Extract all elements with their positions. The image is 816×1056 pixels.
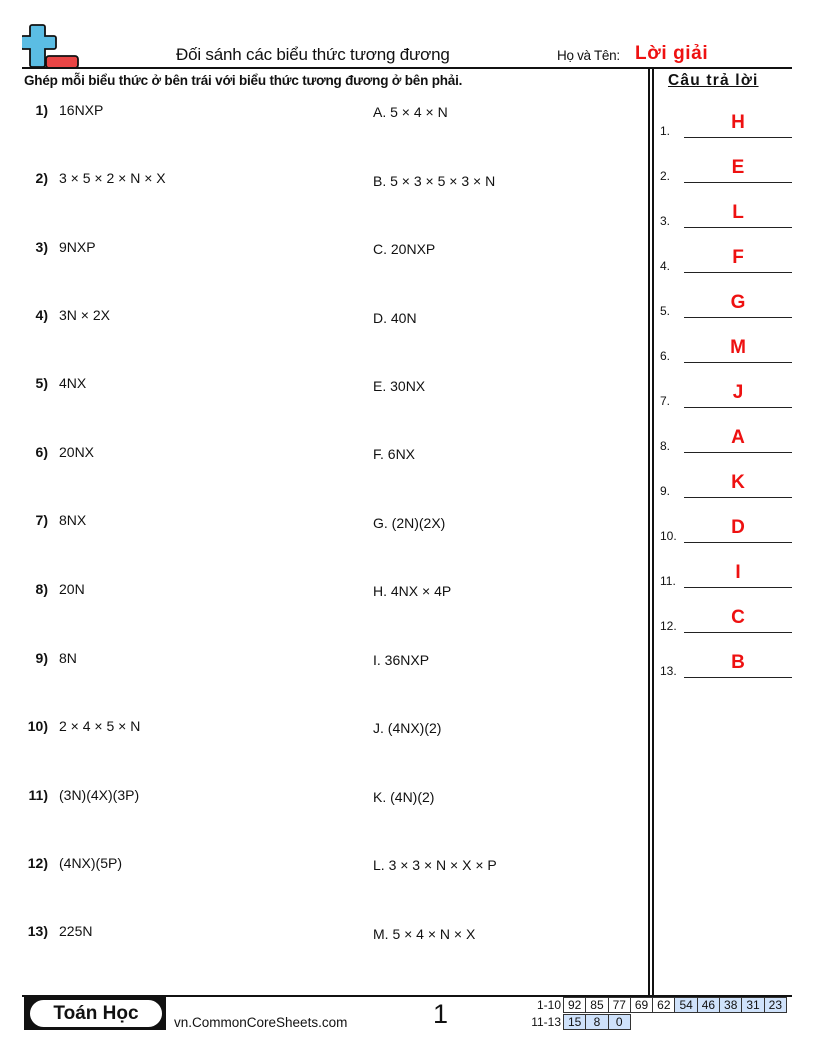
score-cell: 8 [585,1014,608,1030]
answer-row [660,427,792,453]
problem-expression: 225N [59,923,93,939]
problem-expression: 8N [59,650,77,666]
problem-item [0,375,330,399]
answer-line [684,542,792,543]
problem-item [0,307,330,331]
score-cell: 92 [563,997,586,1013]
answer-row [660,472,792,498]
problem-number: 10) [27,718,48,734]
page-number: 1 [433,999,449,1029]
problem-expression: 2 × 4 × 5 × N [59,718,141,734]
option-item: L. 3 × 3 × N × X × P [373,857,497,873]
subject-badge: Toán Học [30,1000,162,1027]
problem-number: 4) [35,307,48,323]
option-item: J. (4NX)(2) [373,720,442,736]
answer-number: 4. [660,259,671,273]
score-row-label: 11-13 [531,1015,561,1029]
option-item: C. 20NXP [373,241,436,257]
answer-line [684,317,792,318]
column-divider [652,69,654,995]
option-item: G. (2N)(2X) [373,515,446,531]
problem-number: 12) [27,855,48,871]
score-cell: 46 [697,997,720,1013]
answer-number: 5. [660,304,671,318]
answer-number: 9. [660,484,671,498]
instructions: Ghép mỗi biểu thức ở bên trái với biểu thức tương đương ở bên phải. [24,73,463,88]
answer-value[interactable]: D [731,517,745,538]
answer-number: 11. [660,574,676,588]
problem-expression: (4NX)(5P) [59,855,123,871]
answer-line [684,362,792,363]
answer-row [660,292,792,318]
score-cell: 62 [652,997,675,1013]
problem-expression: 9NXP [59,239,96,255]
problem-expression: 3 × 5 × 2 × N × X [59,170,166,186]
problem-number: 9) [35,650,48,666]
problem-number: 5) [35,375,48,391]
answer-row [660,247,792,273]
answer-number: 8. [660,439,671,453]
option-item: B. 5 × 3 × 5 × 3 × N [373,173,496,189]
problem-item [0,170,330,194]
score-row [520,997,787,1013]
answer-value[interactable]: A [731,427,745,448]
answer-value[interactable]: B [731,652,745,673]
problem-number: 1) [35,102,48,118]
answer-line [684,587,792,588]
option-item: D. 40N [373,310,417,326]
problem-item [0,102,330,126]
score-cell: 38 [719,997,742,1013]
answer-line [684,677,792,678]
answer-row [660,202,792,228]
answer-number: 12. [660,619,677,633]
answer-value[interactable]: J [732,382,744,403]
score-cell: 15 [563,1014,586,1030]
problem-item [0,855,330,879]
answer-value[interactable]: L [732,202,744,223]
plus-minus-logo-icon [22,24,80,70]
name-value: Lời giải [635,43,709,64]
answer-row [660,112,792,138]
answer-value[interactable]: K [731,472,745,493]
answer-value[interactable]: M [730,337,746,358]
problem-number: 8) [35,581,48,597]
option-item: I. 36NXP [373,652,430,668]
option-item: K. (4N)(2) [373,789,435,805]
answer-row [660,607,792,633]
problem-expression: 4NX [59,375,87,391]
score-cell: 77 [608,997,631,1013]
answer-row [660,517,792,543]
score-row-label: 1-10 [536,998,561,1012]
answer-line [684,632,792,633]
problem-expression: 3N × 2X [59,307,110,323]
problem-item [0,444,330,468]
answer-value[interactable]: G [730,292,746,313]
score-cell: 54 [674,997,697,1013]
option-item: E. 30NX [373,378,426,394]
answer-number: 6. [660,349,671,363]
answer-row [660,652,792,678]
answer-line [684,182,792,183]
problem-expression: 20NX [59,444,95,460]
score-cell: 31 [741,997,764,1013]
answer-line [684,272,792,273]
answer-number: 7. [660,394,671,408]
problem-number: 2) [35,170,48,186]
answer-line [684,227,792,228]
answer-number: 13. [660,664,677,678]
answer-value[interactable]: F [732,247,744,268]
problem-number: 13) [27,923,48,939]
answer-value[interactable]: C [731,607,745,628]
problem-number: 6) [35,444,48,460]
answer-value[interactable]: H [731,112,745,133]
score-cell: 69 [630,997,653,1013]
answer-value[interactable]: I [735,562,741,583]
answer-row [660,157,792,183]
score-cell: 0 [608,1014,631,1030]
problem-item [0,718,330,742]
option-item: A. 5 × 4 × N [373,104,448,120]
worksheet-title: Đối sánh các biểu thức tương đương [176,45,450,64]
problem-expression: (3N)(4X)(3P) [59,787,140,803]
answer-number: 10. [660,529,677,543]
answer-row [660,337,792,363]
score-row [520,1014,631,1030]
answer-line [684,137,792,138]
column-divider [648,69,650,995]
problem-number: 3) [35,239,48,255]
score-cell: 85 [585,997,608,1013]
name-label: Họ và Tên: [557,48,620,63]
site-link[interactable]: vn.CommonCoreSheets.com [174,1015,348,1030]
answer-number: 2. [660,169,671,183]
answer-number: 1. [660,124,671,138]
problem-item [0,650,330,674]
problem-item [0,581,330,605]
answer-row [660,382,792,408]
answer-line [684,407,792,408]
answer-number: 3. [660,214,671,228]
score-cell: 23 [764,997,787,1013]
problem-expression: 16NXP [59,102,104,118]
answer-line [684,452,792,453]
header-divider [22,67,792,69]
problem-item [0,787,330,811]
problem-item [0,239,330,263]
answer-row [660,562,792,588]
problem-number: 11) [28,787,48,803]
answer-value[interactable]: E [731,157,745,178]
option-item: H. 4NX × 4P [373,583,452,599]
problem-item [0,512,330,536]
option-item: M. 5 × 4 × N × X [373,926,476,942]
problem-expression: 8NX [59,512,87,528]
answer-line [684,497,792,498]
problem-number: 7) [35,512,48,528]
answer-key-title: Câu trả lời [668,72,759,89]
problem-expression: 20N [59,581,85,597]
option-item: F. 6NX [373,446,416,462]
problem-item [0,923,330,947]
